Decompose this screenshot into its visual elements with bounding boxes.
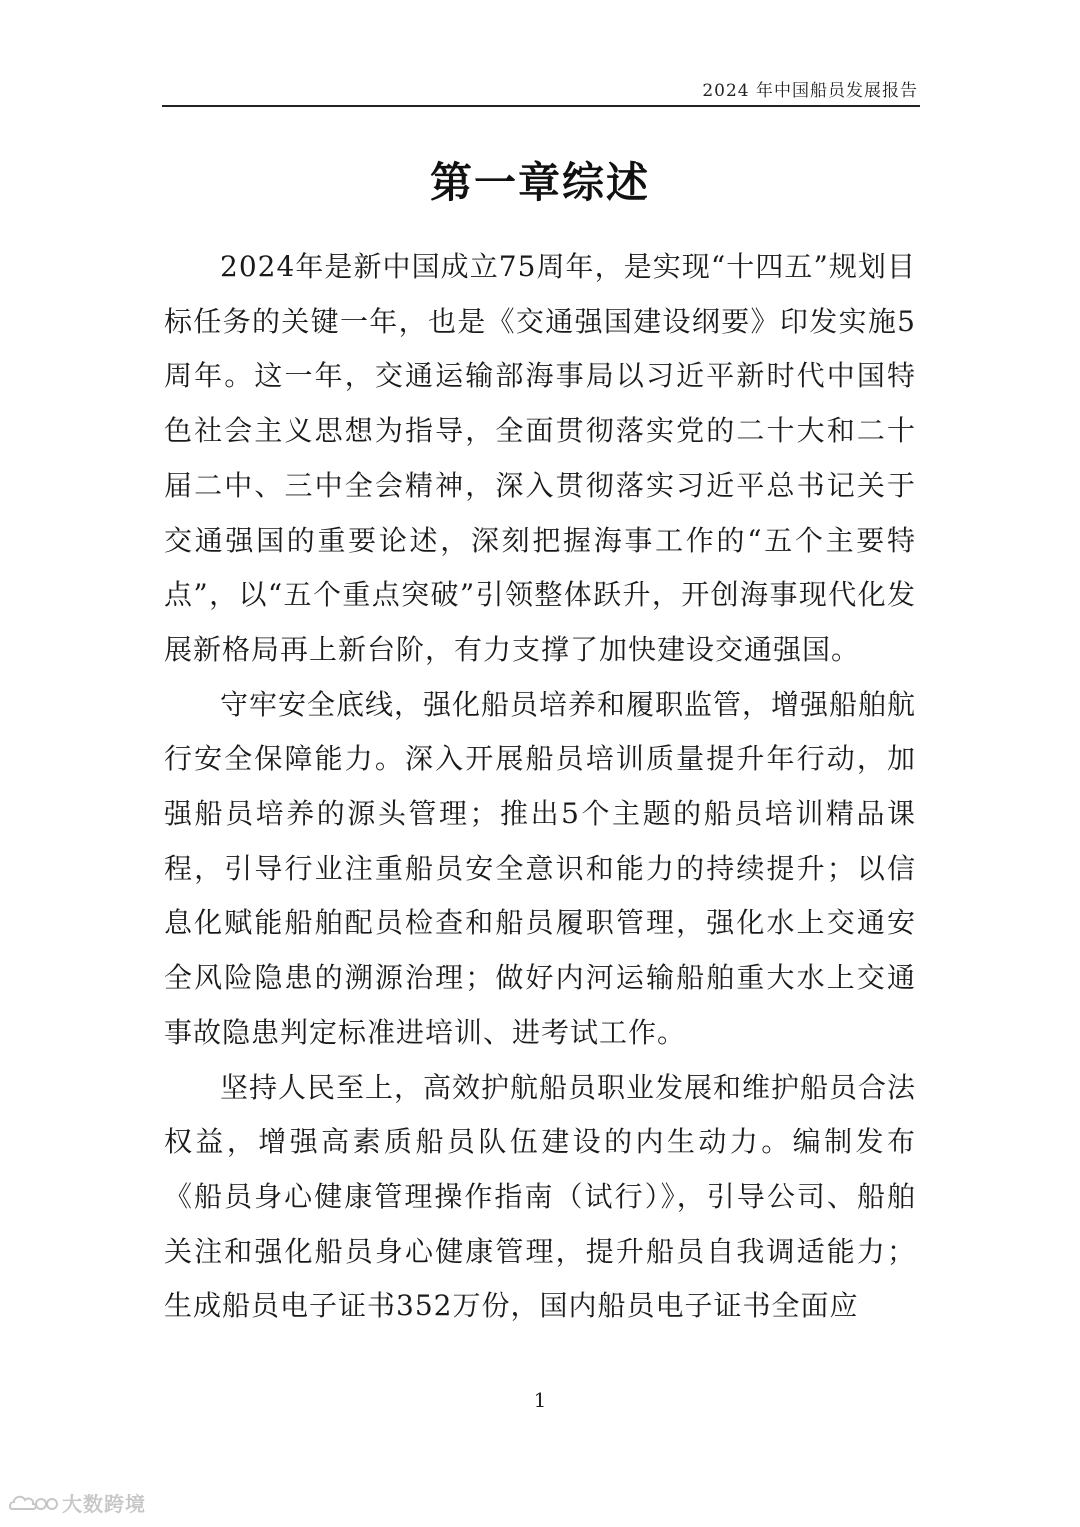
cloud-logo-icon	[8, 1492, 58, 1514]
header-divider	[162, 105, 920, 107]
body-text	[164, 240, 916, 1334]
watermark	[8, 1488, 146, 1517]
page-number: 1	[533, 1388, 547, 1412]
paragraph-welfare: 坚持人民至上，高效护航船员职业发展和维护船员合法权益，增强高素质船员队伍建设的内生动力。编制发布《船员身心健康管理操作指南（试行）》，引导公司、船舶关注和强化船员身心健康管理，提升船员自我调适能力；生成船员电子证书352万份，国内船员电子证书全面应	[164, 1070, 917, 1323]
watermark-text: 大数跨境	[62, 1492, 146, 1516]
running-header: 2024 年中国船员发展报告	[702, 81, 918, 101]
paragraph-safety: 守牢安全底线，强化船员培养和履职监管，增强船舶航行安全保障能力。深入开展船员培训质量提升年行动，加强船员培养的源头管理；推出5个主题的船员培训精品课程，引导行业注重船员安全意识和能力的持续提升；以信息化赋能船舶配员检查和船员履职管理，强化水上交通安全风险隐患的溯源治理；做好内河运输船舶重大水上交通事故隐患判定标准进培训、进考试工作。	[164, 687, 917, 1049]
chapter-title: 第一章综述	[429, 158, 650, 207]
paragraph-overview: 2024年是新中国成立75周年，是实现“十四五”规划目标任务的关键一年，也是《交通强国建设纲要》印发实施5周年。这一年，交通运输部海事局以习近平新时代中国特色社会主义思想为指导，全面贯彻落实党的二十大和二十届二中、三中全会精神，深入贯彻落实习近平总书记关于交通强国的重要论述，深刻把握海事工作的“五个主要特点”，以“五个重点突破”引领整体跃升，开创海事现代化发展新格局再上新台阶，有力支撑了加快建设交通强国。	[164, 250, 916, 666]
